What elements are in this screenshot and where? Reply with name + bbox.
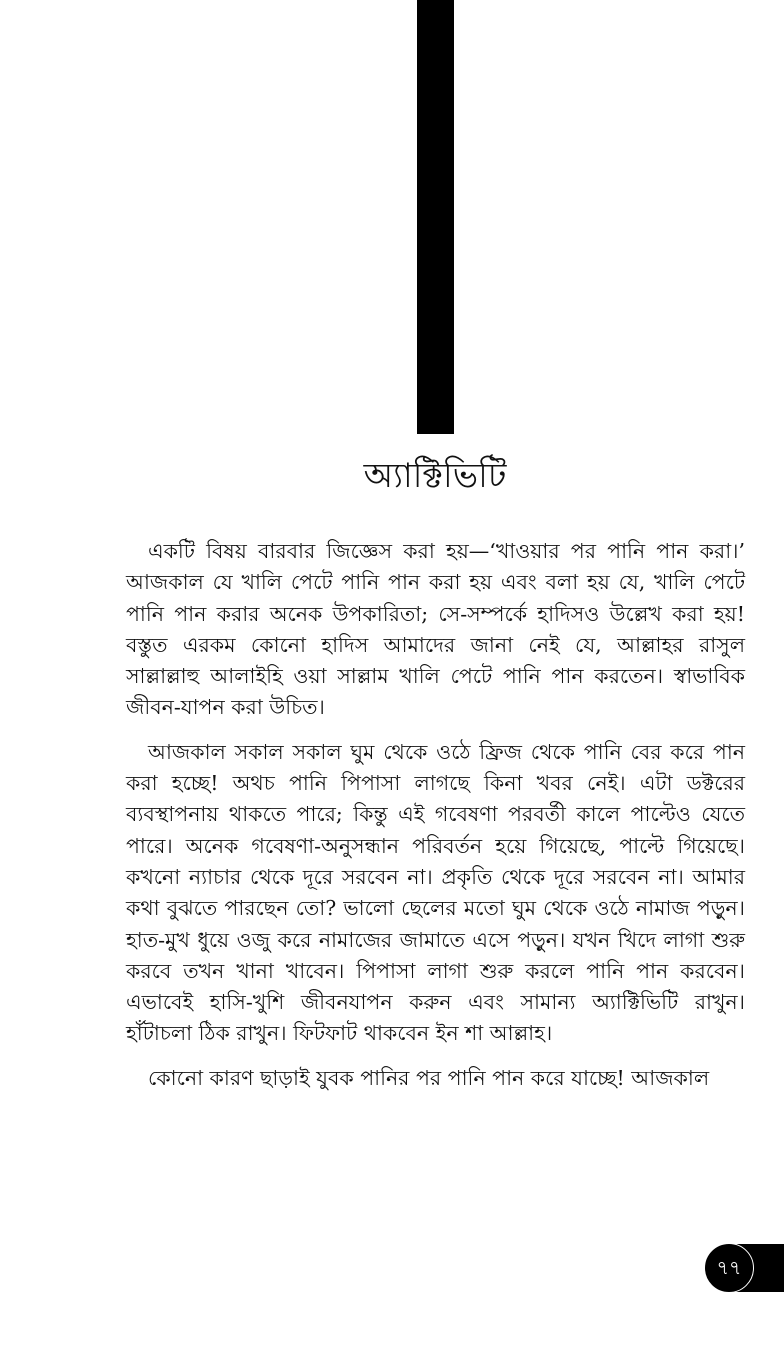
chapter-marker-bar xyxy=(417,0,454,434)
paragraph: আজকাল সকাল সকাল ঘুম থেকে ওঠে ফ্রিজ থেকে পানি বের করে পান করা হচ্ছে! অথচ পানি পিপাসা লাগছে কিনা খবর নেই। এটা ডক্টরের ব্যবস্থাপনায় থাকতে পারে; কিন্তু এই গবেষণা পরবর্তী কালে পাল্টেও যেতে পারে। অনেক গবেষণা-অনুসন্ধান পরিবর্তন হয়ে গিয়েছে, পাল্টে গিয়েছে। কখনো ন্যাচার থেকে দূরে সরবেন না। প্রকৃতি থেকে দূরে সরবেন না। আমার কথা বুঝতে পারছেন তো? ভালো ছেলের মতো ঘুম থেকে ওঠে নামাজ পড়ুন। হাত-মুখ ধুয়ে ওজু করে নামাজের জামাতে এসে পড়ুন। যখন খিদে লাগা শুরু করবে তখন খানা খাবেন। পিপাসা লাগা শুরু করলে পানি পান করবেন। এভাবেই হাসি-খুশি জীবনযাপন করুন এবং সামান্য অ্যাক্টিভিটি রাখুন। হাঁটাচলা ঠিক রাখুন। ফিটফাট থাকবেন ইন শা আল্লাহ। xyxy=(126,739,745,1046)
page-number: ৭৭ xyxy=(716,1256,742,1279)
paragraph: কোনো কারণ ছাড়াই যুবক পানির পর পানি পান করে যাচ্ছে! আজকাল xyxy=(148,1065,710,1090)
chapter-title: অ্যাক্টিভিটি xyxy=(363,456,507,496)
body-text xyxy=(126,536,745,1107)
paragraph: একটি বিষয় বারবার জিজ্ঞেস করা হয়—‘খাওয়ার পর পানি পান করা।’ আজকাল যে খালি পেটে পানি পান করা হয় এবং বলা হয় যে, খালি পেটে পানি পান করার অনেক উপকারিতা; সে-সম্পর্কে হাদিসও উল্লেখ করা হয়! বস্তুত এরকম কোনো হাদিস আমাদের জানা নেই যে, আল্লাহর রাসুল সাল্লাল্লাহু আলাইহি ওয়া সাল্লাম খালি পেটে পানি পান করতেন। স্বাভাবিক জীবন-যাপন করা উচিত। xyxy=(126,539,745,720)
page-number-badge xyxy=(704,1243,754,1293)
